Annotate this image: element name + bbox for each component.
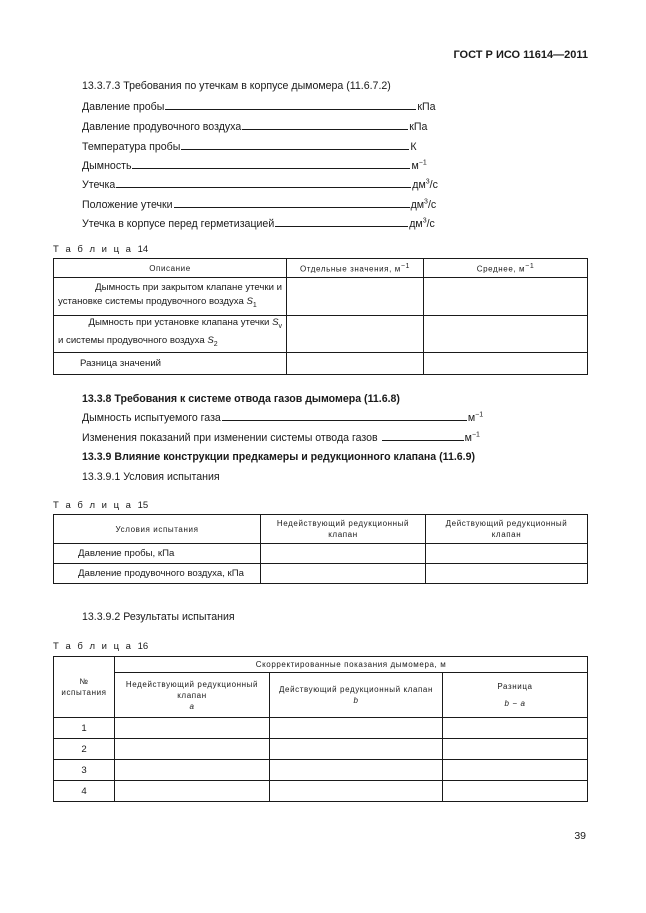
fill-line (242, 120, 408, 130)
row-line1: Дымность при закрытом клапане утечки и (95, 281, 282, 293)
fill-line (275, 217, 408, 227)
table16-row-number: 3 (54, 760, 115, 781)
table16-row-number: 1 (54, 718, 115, 739)
table15-header-inactive: Недействующий редукционный клапан (261, 515, 426, 544)
row-sub: v (278, 323, 282, 330)
row-line2: и системы продувочного воздуха (58, 335, 205, 346)
unit-tail: /с (429, 179, 438, 191)
table15-caption (53, 500, 148, 511)
table-row (54, 544, 588, 564)
table15 (53, 514, 588, 584)
row-symbol: S (246, 295, 253, 307)
header-symbol: a (189, 701, 195, 711)
table16-header-active (270, 673, 443, 718)
section-1338-heading (82, 393, 400, 405)
table16-row-number: 2 (54, 739, 115, 760)
section-13373-heading: 13.3.7.3 Требования по утечкам в корпусе дымомера (11.6.7.2) (82, 80, 391, 92)
field-label: Дымность испытуемого газа (82, 412, 221, 424)
field-leak-position (82, 198, 436, 211)
table-row (54, 564, 588, 584)
fill-line (382, 431, 464, 441)
caption-number: 15 (137, 500, 149, 511)
table16-cell[interactable] (270, 760, 443, 781)
field-unit: м (464, 432, 472, 444)
table16-caption (53, 641, 148, 652)
table16-cell[interactable] (270, 739, 443, 760)
table16-cell[interactable] (443, 739, 588, 760)
table-row (54, 353, 588, 375)
table14-cell[interactable] (287, 316, 424, 353)
table16-cell[interactable] (270, 718, 443, 739)
unit-sup: −1 (471, 431, 480, 439)
field-purge-pressure (82, 120, 427, 133)
table14 (53, 258, 588, 375)
table14-cell[interactable] (287, 353, 424, 375)
header-text: Недействующий редукционный клапан (125, 679, 259, 700)
field-unit: дм (412, 179, 426, 191)
field-label: Положение утечки (82, 199, 173, 211)
table-row (54, 316, 588, 353)
unit-sup: 3 (424, 198, 428, 206)
field-unit: м (411, 160, 419, 172)
header-text: Разница (497, 682, 533, 691)
fill-line (116, 178, 411, 188)
table14-cell[interactable] (424, 278, 588, 316)
table16-cell[interactable] (270, 781, 443, 802)
table14-row2-label (54, 316, 287, 353)
table-row (54, 781, 588, 802)
field-unit: дм (409, 218, 423, 230)
table14-header-individual (287, 259, 424, 278)
row-sub: 1 (252, 301, 257, 309)
header-text: Среднее, м (476, 264, 526, 274)
section-number: 13.3.8 (82, 393, 112, 405)
table16-cell[interactable] (443, 760, 588, 781)
unit-sup: −1 (418, 159, 427, 167)
table15-row2-label: Давление продувочного воздуха, кПа (54, 564, 261, 584)
field-label: Утечка (82, 179, 116, 191)
field-unit: кПа (417, 101, 436, 113)
row-symbol: S (272, 317, 279, 329)
table14-header-description: Описание (54, 259, 287, 278)
section-title: Влияние конструкции предкамеры и редукционного клапана (11.6.9) (114, 451, 476, 463)
table16-row-number: 4 (54, 781, 115, 802)
field-label: Давление продувочного воздуха (82, 121, 242, 133)
unit-sup: −1 (475, 411, 484, 419)
field-label: Температура пробы (82, 141, 181, 153)
field-opacity (82, 159, 427, 172)
row-symbol: S (207, 335, 214, 346)
field-sample-pressure (82, 100, 436, 113)
table16-header-inactive (115, 673, 270, 718)
table15-row1-label: Давление пробы, кПа (54, 544, 261, 564)
table16-cell[interactable] (115, 718, 270, 739)
table15-cell[interactable] (426, 564, 588, 584)
fill-line (222, 411, 467, 421)
field-label: Давление пробы (82, 101, 165, 113)
row-sub: 2 (213, 340, 218, 348)
header-text: Действующий редукционный клапан (279, 685, 433, 694)
table16-cell[interactable] (443, 718, 588, 739)
row-line2: установке системы продувочного воздуха (58, 295, 244, 307)
section-number: 13.3.9 (82, 451, 112, 463)
field-unit: дм (410, 199, 425, 211)
section-1339-heading (82, 451, 475, 463)
page-number: 39 (574, 830, 586, 842)
field-leak-before-sealing (82, 217, 435, 230)
table16-header-test-number: № испытания (54, 657, 115, 718)
field-label: Дымность (82, 160, 132, 172)
table16-cell[interactable] (115, 739, 270, 760)
caption-label: Т а б л и ц а (53, 244, 133, 255)
field-test-gas-opacity (82, 411, 483, 424)
caption-number: 14 (137, 244, 149, 255)
table16-cell[interactable] (115, 781, 270, 802)
field-label: Изменения показаний при изменении системы отвода газов (82, 432, 378, 444)
field-label: Утечка в корпусе перед герметизацией (82, 218, 275, 230)
caption-label: Т а б л и ц а (53, 500, 133, 511)
table-row (54, 278, 588, 316)
fill-line (165, 100, 416, 110)
table16-header-group: Скорректированные показания дымомера, м (115, 657, 588, 673)
section-title: Требования к системе отвода газов дымомера (11.6.8) (114, 393, 400, 405)
table16 (53, 656, 588, 802)
fill-line (181, 140, 409, 150)
section-13392-heading: 13.3.9.2 Результаты испытания (82, 611, 235, 623)
fill-line (132, 159, 410, 169)
table-row (54, 739, 588, 760)
table-row (54, 760, 588, 781)
table16-header-difference (443, 673, 588, 718)
header-text: Отдельные значения, м (299, 264, 401, 274)
table15-cell[interactable] (261, 544, 426, 564)
table14-header-average (424, 259, 588, 278)
table15-header-active: Действующий редукционный клапан (426, 515, 588, 544)
table14-caption (53, 244, 148, 255)
field-sample-temperature (82, 140, 416, 153)
unit-tail: /с (427, 199, 437, 211)
table16-cell[interactable] (115, 760, 270, 781)
row-line1: Дымность при установке клапана утечки (88, 317, 270, 329)
table14-cell[interactable] (287, 278, 424, 316)
table15-cell[interactable] (426, 544, 588, 564)
table15-cell[interactable] (261, 564, 426, 584)
table15-header-conditions: Условия испытания (54, 515, 261, 544)
field-unit: кПа (409, 121, 428, 133)
field-unit: м (467, 412, 476, 424)
document-header: ГОСТ Р ИСО 11614—2011 (453, 49, 588, 61)
fill-line (174, 198, 410, 208)
table14-cell[interactable] (424, 353, 588, 375)
caption-label: Т а б л и ц а (53, 641, 133, 652)
table14-row3-label: Разница значений (54, 353, 287, 375)
table14-row1-label (54, 278, 287, 316)
section-13391-heading: 13.3.9.1 Условия испытания (82, 471, 220, 483)
header-symbol: b − a (504, 699, 526, 708)
field-leak (82, 178, 438, 191)
unit-sup: 3 (422, 217, 427, 225)
table16-cell[interactable] (443, 781, 588, 802)
header-sup: −1 (525, 263, 535, 271)
unit-sup: 3 (425, 178, 430, 186)
field-unit: К (410, 141, 417, 153)
field-exhaust-change (82, 431, 480, 444)
table14-cell[interactable] (424, 316, 588, 353)
header-symbol: b (353, 696, 359, 705)
header-sup: −1 (400, 263, 411, 271)
table-row (54, 718, 588, 739)
unit-tail: /с (426, 218, 435, 230)
caption-number: 16 (137, 641, 149, 652)
